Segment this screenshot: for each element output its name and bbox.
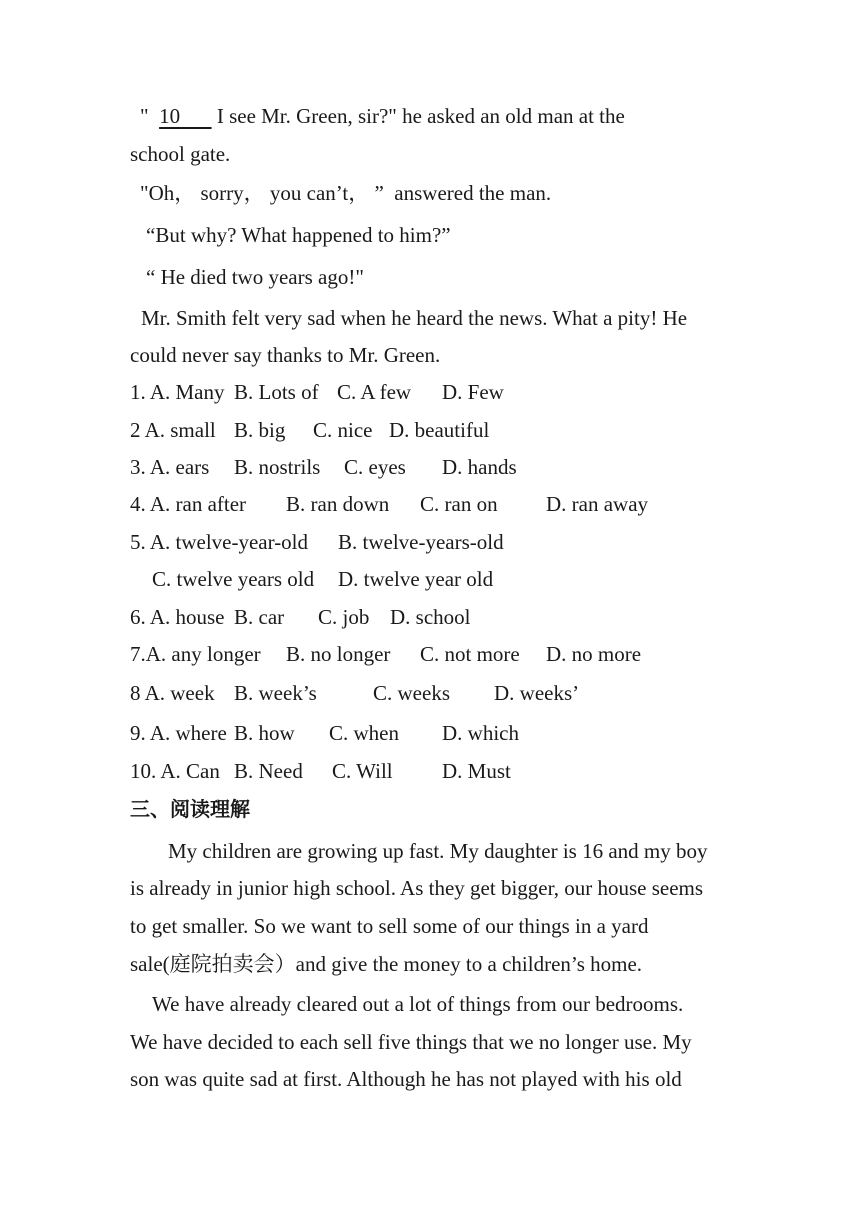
question-9-option-a: 9. A. where [130, 721, 227, 745]
question-7-option-b: B. no longer [286, 642, 391, 666]
story-line-6: Mr. Smith felt very sad when he heard the news. What a pity! He [141, 306, 688, 330]
question-3-option-a: 3. A. ears [130, 455, 210, 479]
question-4-option-d: D. ran away [546, 492, 649, 516]
question-10-option-b: B. Need [234, 759, 303, 783]
story-line-5: “ He died two years ago!" [146, 265, 364, 289]
question-10-option-a: 10. A. Can [130, 759, 220, 783]
question-8-option-d: D. weeks’ [494, 681, 580, 705]
question-1-option-c: C. A few [337, 380, 412, 404]
question-2-option-c: C. nice [313, 418, 373, 442]
story-line-7: could never say thanks to Mr. Green. [130, 343, 441, 367]
question-2-option-d: D. beautiful [389, 418, 490, 442]
question-10-option-c: C. Will [332, 759, 393, 783]
question-9-option-c: C. when [329, 721, 399, 745]
question-1-option-d: D. Few [442, 380, 504, 404]
question-8-option-c: C. weeks [373, 681, 450, 705]
question-4-option-a: 4. A. ran after [130, 492, 247, 516]
question-4-option-b: B. ran down [286, 492, 390, 516]
passage-line: We have decided to each sell five things that we no longer use. My [130, 1030, 692, 1054]
question-1-option-b: B. Lots of [234, 380, 319, 404]
question-5-option-b: B. twelve-years-old [338, 530, 504, 554]
question-7-option-a: 7.A. any longer [130, 642, 261, 666]
answer-blank-10: 10 [159, 104, 212, 128]
passage-line: My children are growing up fast. My daughter is 16 and my boy [168, 839, 708, 863]
story-line-1 [140, 106, 625, 127]
question-5-option-d: D. twelve year old [338, 567, 494, 591]
question-8-option-a: 8 A. week [130, 681, 215, 705]
question-3-option-d: D. hands [442, 455, 517, 479]
question-9-option-d: D. which [442, 721, 519, 745]
question-5-option-a: 5. A. twelve-year-old [130, 530, 309, 554]
question-1-option-a: 1. A. Many [130, 380, 225, 404]
passage-line: is already in junior high school. As they get bigger, our house seems [130, 876, 704, 900]
question-6-option-a: 6. A. house [130, 605, 225, 629]
question-6-option-b: B. car [234, 605, 285, 629]
story-line-1-text: I see Mr. Green, sir?" he asked an old man at the [211, 104, 625, 128]
question-7-option-c: C. not more [420, 642, 520, 666]
question-8-option-b: B. week’s [234, 681, 317, 705]
question-4-option-c: C. ran on [420, 492, 498, 516]
question-5-option-c: C. twelve years old [152, 567, 315, 591]
open-quote: " [140, 104, 149, 128]
question-6-option-c: C. job [318, 605, 370, 629]
question-3-option-c: C. eyes [344, 455, 406, 479]
story-line-3: "Oh， sorry， you can’t， ” answered the man. [140, 181, 552, 205]
section-heading-reading: 三、阅读理解 [130, 797, 250, 821]
question-2-option-a: 2 A. small [130, 418, 216, 442]
question-10-option-d: D. Must [442, 759, 511, 783]
question-9-option-b: B. how [234, 721, 295, 745]
passage-line: sale(庭院拍卖会）and give the money to a children’s home. [130, 952, 643, 976]
passage-line: son was quite sad at first. Although he has not played with his old [130, 1067, 682, 1091]
story-line-2: school gate. [130, 142, 231, 166]
question-2-option-b: B. big [234, 418, 286, 442]
question-7-option-d: D. no more [546, 642, 642, 666]
story-line-4: “But why? What happened to him?” [146, 223, 451, 247]
question-6-option-d: D. school [390, 605, 471, 629]
passage-line: We have already cleared out a lot of things from our bedrooms. [152, 992, 684, 1016]
question-3-option-b: B. nostrils [234, 455, 321, 479]
passage-line: to get smaller. So we want to sell some of our things in a yard [130, 914, 649, 938]
